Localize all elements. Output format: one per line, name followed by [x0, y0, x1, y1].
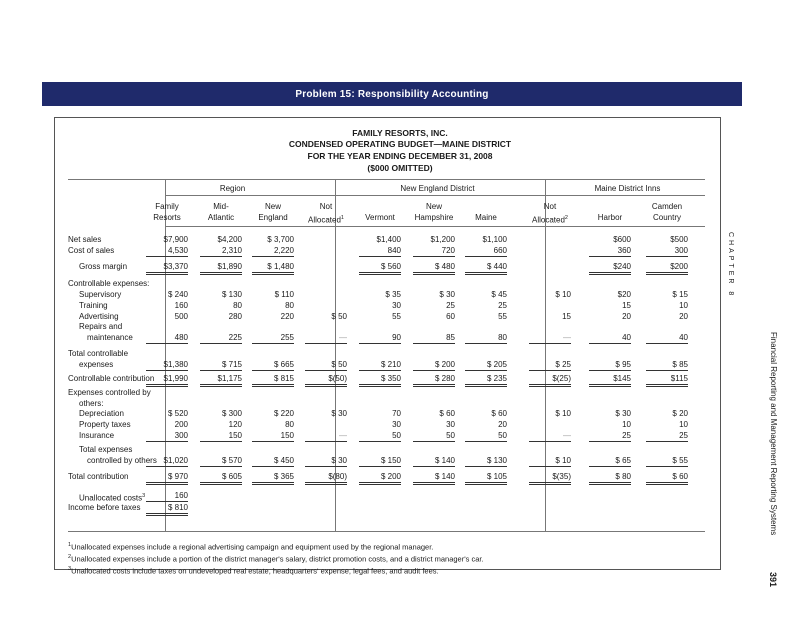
- table-cell: $ 520: [167, 409, 188, 418]
- row-label: maintenance: [87, 333, 133, 342]
- empty-dash: —: [305, 431, 347, 442]
- table-cell: $1,990: [146, 374, 188, 387]
- row-label: others:: [79, 399, 104, 408]
- table-cell: 360: [589, 246, 631, 257]
- table-cell: 30: [392, 420, 401, 429]
- table-cell: $ 140: [413, 472, 455, 485]
- table-cell: $ 560: [359, 262, 401, 275]
- table-cell: $ 480: [413, 262, 455, 275]
- table-cell: 10: [622, 420, 631, 429]
- table-cell: $ 205: [465, 360, 507, 371]
- table-cell: $ 130: [465, 456, 507, 467]
- table-cell: $1,175: [200, 374, 242, 387]
- table-cell: $ 50: [305, 360, 347, 371]
- table-cell: $ 1,480: [252, 262, 294, 275]
- header-rule: [165, 226, 705, 227]
- units-title: ($000 OMITTED): [367, 163, 433, 173]
- table-cell: 500: [174, 312, 188, 321]
- column-header-line2: Atlantic: [207, 213, 235, 222]
- table-cell: 20: [622, 312, 631, 321]
- row-label: controlled by others: [87, 456, 157, 465]
- table-cell: 25: [589, 431, 631, 442]
- table-cell: $ 95: [589, 360, 631, 371]
- column-header-line2: Hampshire: [414, 213, 454, 222]
- table-cell: 50: [413, 431, 455, 442]
- row-label: Income before taxes: [68, 503, 141, 512]
- table-cell: $20: [617, 290, 631, 299]
- table-cell: 300: [646, 246, 688, 257]
- table-cell: $ 210: [359, 360, 401, 371]
- table-cell: $ 140: [413, 456, 455, 467]
- empty-dash: —: [529, 333, 571, 344]
- row-label: Expenses controlled by: [68, 388, 151, 397]
- table-cell: $1,380: [146, 360, 188, 371]
- table-cell: $(35): [529, 472, 571, 485]
- table-cell: $ 970: [146, 472, 188, 485]
- table-cell: $ 10: [555, 409, 571, 418]
- table-cell: $115: [646, 374, 688, 387]
- table-cell: 80: [285, 301, 294, 310]
- column-header-line2: Harbor: [597, 213, 623, 222]
- table-cell: 150: [200, 431, 242, 442]
- table-cell: $ 130: [221, 290, 242, 299]
- row-label: Total contribution: [68, 472, 129, 481]
- table-cell: 80: [465, 333, 507, 344]
- row-label: Gross margin: [79, 262, 128, 271]
- column-header-line2: Allocated$^2$: [532, 215, 568, 225]
- table-cell: $(50): [305, 374, 347, 387]
- table-cell: 50: [465, 431, 507, 442]
- row-label: Training: [79, 301, 108, 310]
- table-cell: $(25): [529, 374, 571, 387]
- empty-dash: —: [305, 333, 347, 344]
- table-cell: $ 80: [589, 472, 631, 485]
- column-header-line2: Allocated$^1$: [308, 215, 344, 225]
- footnote-ref: 2: [564, 215, 568, 221]
- table-cell: 25: [446, 301, 455, 310]
- group-header: New England District: [400, 184, 475, 193]
- table-cell: $ 30: [305, 456, 347, 467]
- group-header: Maine District Inns: [594, 184, 661, 193]
- table-cell: $ 110: [274, 290, 294, 299]
- problem-banner: Problem 15: Responsibility Accounting: [42, 82, 742, 106]
- table-cell: 200: [174, 420, 188, 429]
- table-cell: $ 350: [359, 374, 401, 387]
- column-header-line2: England: [258, 213, 288, 222]
- table-cell: $7,900: [163, 235, 188, 244]
- row-label: Cost of sales: [68, 246, 115, 255]
- row-label: Unallocated costs$^3$: [79, 493, 146, 503]
- table-cell: $ 60: [646, 472, 688, 485]
- row-label: Net sales: [68, 235, 102, 244]
- table-cell: $1,100: [482, 235, 507, 244]
- table-cell: 480: [146, 333, 188, 344]
- table-cell: $ 570: [200, 456, 242, 467]
- table-cell: $ 15: [672, 290, 688, 299]
- table-cell: $3,370: [146, 262, 188, 275]
- table-cell: 25: [646, 431, 688, 442]
- table-cell: 40: [589, 333, 631, 344]
- row-label: Total expenses: [79, 445, 133, 454]
- table-cell: $200: [646, 262, 688, 275]
- table-cell: $ 85: [646, 360, 688, 371]
- table-cell: $ 235: [465, 374, 507, 387]
- table-cell: 10: [679, 420, 688, 429]
- table-cell: $ 3,700: [267, 235, 294, 244]
- table-cell: $ 35: [385, 290, 401, 299]
- table-cell: $ 665: [252, 360, 294, 371]
- footnote-ref: 1: [340, 215, 344, 221]
- table-cell: 30: [392, 301, 401, 310]
- table-cell: 2,310: [200, 246, 242, 257]
- table-cell: 160: [146, 491, 188, 502]
- footnote: [68, 554, 484, 564]
- footnote: [68, 542, 433, 552]
- column-header-line1: New: [425, 202, 442, 211]
- row-label: Supervisory: [79, 290, 122, 299]
- footnote-text: Unallocated expenses include a regional advertising campaign and equipment used by the regional manager.: [71, 542, 434, 552]
- table-cell: $ 60: [439, 409, 455, 418]
- table-cell: $145: [589, 374, 631, 387]
- column-header-line2: Country: [652, 213, 681, 222]
- table-cell: 15: [562, 312, 571, 321]
- header-rule: [165, 195, 705, 196]
- footnote-number: 3: [68, 566, 72, 572]
- table-cell: 55: [498, 312, 507, 321]
- column-header-line2: Resorts: [153, 213, 181, 222]
- footnote-number: 1: [68, 542, 72, 548]
- table-cell: $ 25: [529, 360, 571, 371]
- table-cell: 840: [359, 246, 401, 257]
- table-cell: 2,220: [252, 246, 294, 257]
- table-cell: 220: [280, 312, 294, 321]
- table-cell: $(80): [305, 472, 347, 485]
- table-cell: $ 200: [413, 360, 455, 371]
- table-cell: $ 10: [529, 456, 571, 467]
- column-header-line1: New: [264, 202, 281, 211]
- table-cell: $1,400: [376, 235, 401, 244]
- footnote: [68, 566, 439, 576]
- table-cell: 80: [285, 420, 294, 429]
- footnote-text: Unallocated costs include taxes on undeveloped real estate, headquarters' expense, legal fees, and audit fees.: [71, 566, 439, 576]
- budget-title: CONDENSED OPERATING BUDGET—MAINE DISTRICT: [288, 139, 512, 149]
- table-cell: 10: [679, 301, 688, 310]
- table-cell: 25: [498, 301, 507, 310]
- table-cell: $1,200: [430, 235, 455, 244]
- table-cell: $ 605: [200, 472, 242, 485]
- table-cell: $ 30: [439, 290, 455, 299]
- column-header-line1: Not: [319, 202, 333, 211]
- footnote-number: 2: [68, 554, 72, 560]
- table-cell: $240: [589, 262, 631, 275]
- table-cell: 660: [465, 246, 507, 257]
- row-label: Controllable expenses:: [68, 279, 150, 288]
- company-title: FAMILY RESORTS, INC.: [352, 128, 448, 138]
- table-cell: 85: [413, 333, 455, 344]
- table-cell: 20: [498, 420, 507, 429]
- table-cell: 225: [200, 333, 242, 344]
- row-label: Advertising: [79, 312, 119, 321]
- table-cell: 40: [646, 333, 688, 344]
- row-label: Repairs and: [79, 322, 123, 331]
- table-cell: $ 280: [413, 374, 455, 387]
- page-number: 391: [768, 572, 778, 588]
- table-cell: $ 240: [167, 290, 188, 299]
- table-cell: $1,890: [200, 262, 242, 275]
- table-cell: 280: [228, 312, 242, 321]
- table-cell: $ 30: [331, 409, 347, 418]
- table-cell: 4,530: [146, 246, 188, 257]
- row-label: Controllable contribution: [68, 374, 155, 383]
- table-cell: 90: [359, 333, 401, 344]
- table-cell: $ 810: [146, 503, 188, 516]
- table-cell: $1,020: [146, 456, 188, 467]
- table-cell: 15: [622, 301, 631, 310]
- table-cell: 720: [413, 246, 455, 257]
- row-label: Total controllable: [68, 349, 129, 358]
- table-cell: $ 220: [273, 409, 294, 418]
- table-cell: $ 150: [359, 456, 401, 467]
- table-cell: $ 65: [589, 456, 631, 467]
- column-header-line1: Family: [155, 202, 179, 211]
- period-title: FOR THE YEAR ENDING DECEMBER 31, 2008: [307, 151, 493, 161]
- row-label: Property taxes: [79, 420, 131, 429]
- column-header-line2: Maine: [475, 213, 497, 222]
- table-cell: 160: [174, 301, 188, 310]
- column-header-line2: Vermont: [365, 213, 395, 222]
- table-cell: 50: [359, 431, 401, 442]
- table-cell: 70: [392, 409, 401, 418]
- table-cell: $ 105: [465, 472, 507, 485]
- table-cell: 300: [146, 431, 188, 442]
- table-cell: 255: [252, 333, 294, 344]
- column-header-line1: Mid-: [213, 202, 229, 211]
- table-bottom-rule: [68, 531, 705, 532]
- table-cell: $ 55: [646, 456, 688, 467]
- table-cell: $ 20: [672, 409, 688, 418]
- table-cell: $ 450: [252, 456, 294, 467]
- row-label: Depreciation: [79, 409, 124, 418]
- table-cell: 55: [392, 312, 401, 321]
- table-cell: 120: [228, 420, 242, 429]
- table-cell: $ 30: [615, 409, 631, 418]
- header-rule: [68, 179, 705, 180]
- table-cell: $ 50: [331, 312, 347, 321]
- table-cell: $500: [670, 235, 688, 244]
- group-header: Region: [219, 184, 246, 193]
- table-cell: 20: [679, 312, 688, 321]
- table-cell: $ 815: [252, 374, 294, 387]
- table-cell: $4,200: [217, 235, 242, 244]
- table-cell: $ 300: [221, 409, 242, 418]
- row-label: Insurance: [79, 431, 115, 440]
- table-cell: $ 60: [491, 409, 507, 418]
- chapter-title: Financial Reporting and Management Reporting Systems: [769, 332, 778, 536]
- table-cell: 80: [233, 301, 242, 310]
- table-cell: $ 200: [359, 472, 401, 485]
- row-label: expenses: [79, 360, 114, 369]
- footnote-text: Unallocated expenses include a portion of the district manager's salary, district promotion costs, and a district manager's car.: [71, 554, 484, 564]
- table-cell: $ 10: [555, 290, 571, 299]
- footnote-ref: 3: [142, 493, 146, 499]
- table-cell: 30: [446, 420, 455, 429]
- column-header-line1: Not: [543, 202, 557, 211]
- table-cell: $ 45: [491, 290, 507, 299]
- chapter-label: CHAPTER 8: [727, 232, 734, 299]
- table-cell: 60: [446, 312, 455, 321]
- table-cell: $600: [613, 235, 631, 244]
- table-cell: $ 440: [465, 262, 507, 275]
- table-cell: 150: [252, 431, 294, 442]
- column-header-line1: Camden: [651, 202, 683, 211]
- table-cell: $ 715: [200, 360, 242, 371]
- table-cell: $ 365: [252, 472, 294, 485]
- empty-dash: —: [529, 431, 571, 442]
